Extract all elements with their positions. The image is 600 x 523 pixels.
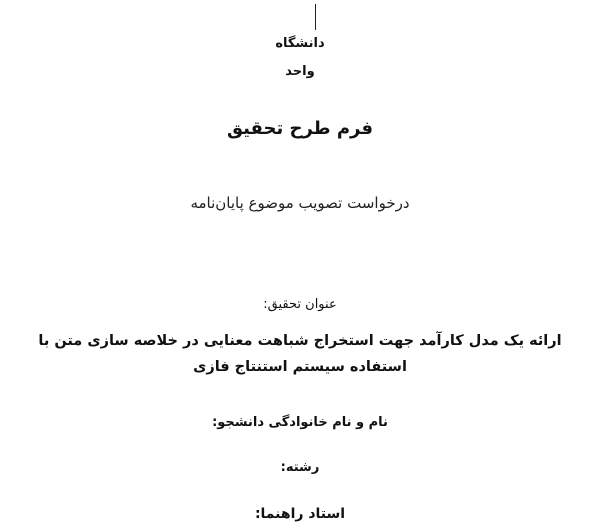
research-title [20,328,580,380]
cropped-next-field [0,506,600,523]
next-field-label: استاد راهنما: [254,506,346,522]
unit-label: واحد [285,64,315,79]
research-title-line-1: ارائه یک مدل کارآمد جهت استخراج شباهت معنایی در خلاصه سازی متن با [38,333,562,349]
student-name-label: نام و نام خانوادگی دانشجو: [212,415,388,430]
form-title: فرم طرح تحقیق [226,118,374,139]
research-title-line-2: استفاده سیستم استنتاج فازی [193,359,407,375]
university-label: دانشگاه [275,36,325,51]
form-subtitle: درخواست تصویب موضوع پایان‌نامه [190,194,410,212]
text-cursor [315,4,316,30]
major-label: رشته: [280,460,320,475]
research-title-label: عنوان تحقیق: [263,297,337,312]
